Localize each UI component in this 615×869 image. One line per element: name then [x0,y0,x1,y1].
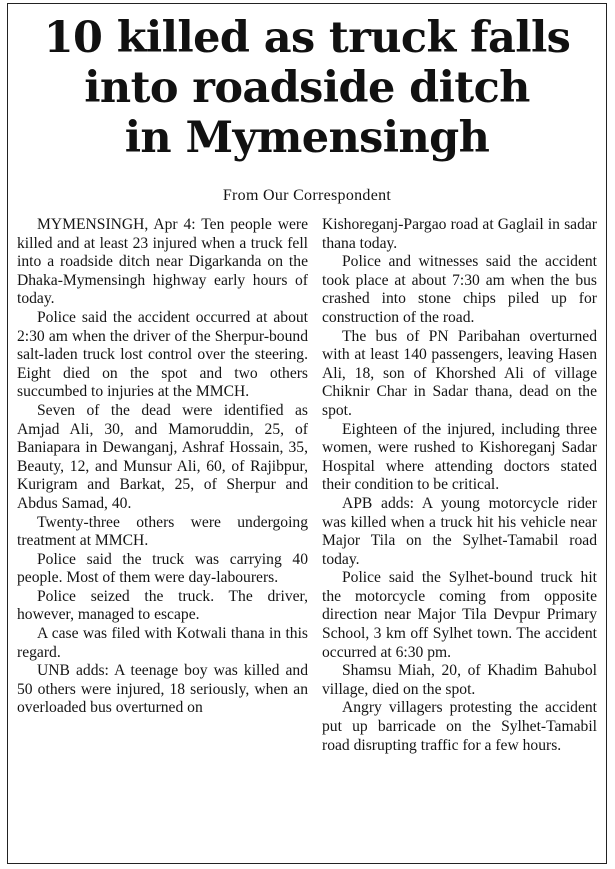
headline-line-3: in Mymensingh [124,113,490,163]
paragraph-continuation: Kishoreganj-Pargao road at Gaglail in sadar thana today. [322,216,597,252]
paragraph: A case was filed with Kotwali thana in this regard. [17,625,308,661]
headline-line-1: 10 killed as truck falls [43,13,571,63]
paragraph: Eighteen of the injured, including three women, were rushed to Kishoreganj Sadar Hospital where attending doctors stated their condition to be critical. [322,420,597,494]
paragraph: Police and witnesses said the accident took place at about 7:30 am when the bus crashed into stone chips piled up for construction of the road. [322,253,597,326]
headline [7,13,607,163]
paragraph: UNB adds: A teenage boy was killed and 50 others were injured, 18 seriously, when an overloaded bus overturned on [17,662,308,717]
paragraph: Twenty-three others were undergoing treatment at MMCH. [17,513,308,550]
byline: From Our Correspondent [222,187,392,204]
paragraph-lead: MYMENSINGH, Apr 4: Ten people were killed and at least 23 injured when a truck fell into a roadside ditch near Digarkanda on the Dhaka-Mymensingh highway early hours of today. [17,216,308,308]
paragraph: APB adds: A young motorcycle rider was killed when a truck hit his vehicle near Major Tila on the Sylhet-Tamabil road today. [322,494,597,568]
paragraph: Police seized the truck. The driver, however, managed to escape. [17,587,308,624]
paragraph: Shamsu Miah, 20, of Khadim Bahubol village, died on the spot. [322,662,597,698]
paragraph: Police said the Sylhet-bound truck hit the motorcycle coming from opposite direction near Major Tila Devpur Primary School, 3 km off Sylhet town. The accident occurred at 6:30 pm. [322,569,597,661]
article-column-left [17,216,308,718]
paragraph: Police said the accident occurred at about 2:30 am when the driver of the Sherpur-bound salt-laden truck lost control over the steering. Eight died on the spot and two others succumbed to injuries at the MMCH. [17,308,308,401]
headline-line-2: into roadside ditch [84,63,530,113]
paragraph: The bus of PN Paribahan overturned with at least 140 passengers, leaving Hasen Ali, 18, son of Khorshed Ali of village Chiknir Char in Sadar thana, dead on the spot. [322,327,597,419]
paragraph: Seven of the dead were identified as Amjad Ali, 30, and Mamoruddin, 25, of Baniapara in Dewanganj, Ashraf Hossain, 35, Beauty, 12, and Munsur Ali, 60, of Rajibpur, Kurigram and Barkat, 25, of Sherpur and Abdus Samad, 40. [17,401,308,512]
article-column-right [322,216,597,755]
paragraph: Angry villagers protesting the accident put up barricade on the Sylhet-Tamabil road disrupting traffic for a few hours. [322,699,597,754]
paragraph: Police said the truck was carrying 40 people. Most of them were day-labourers. [17,550,308,587]
